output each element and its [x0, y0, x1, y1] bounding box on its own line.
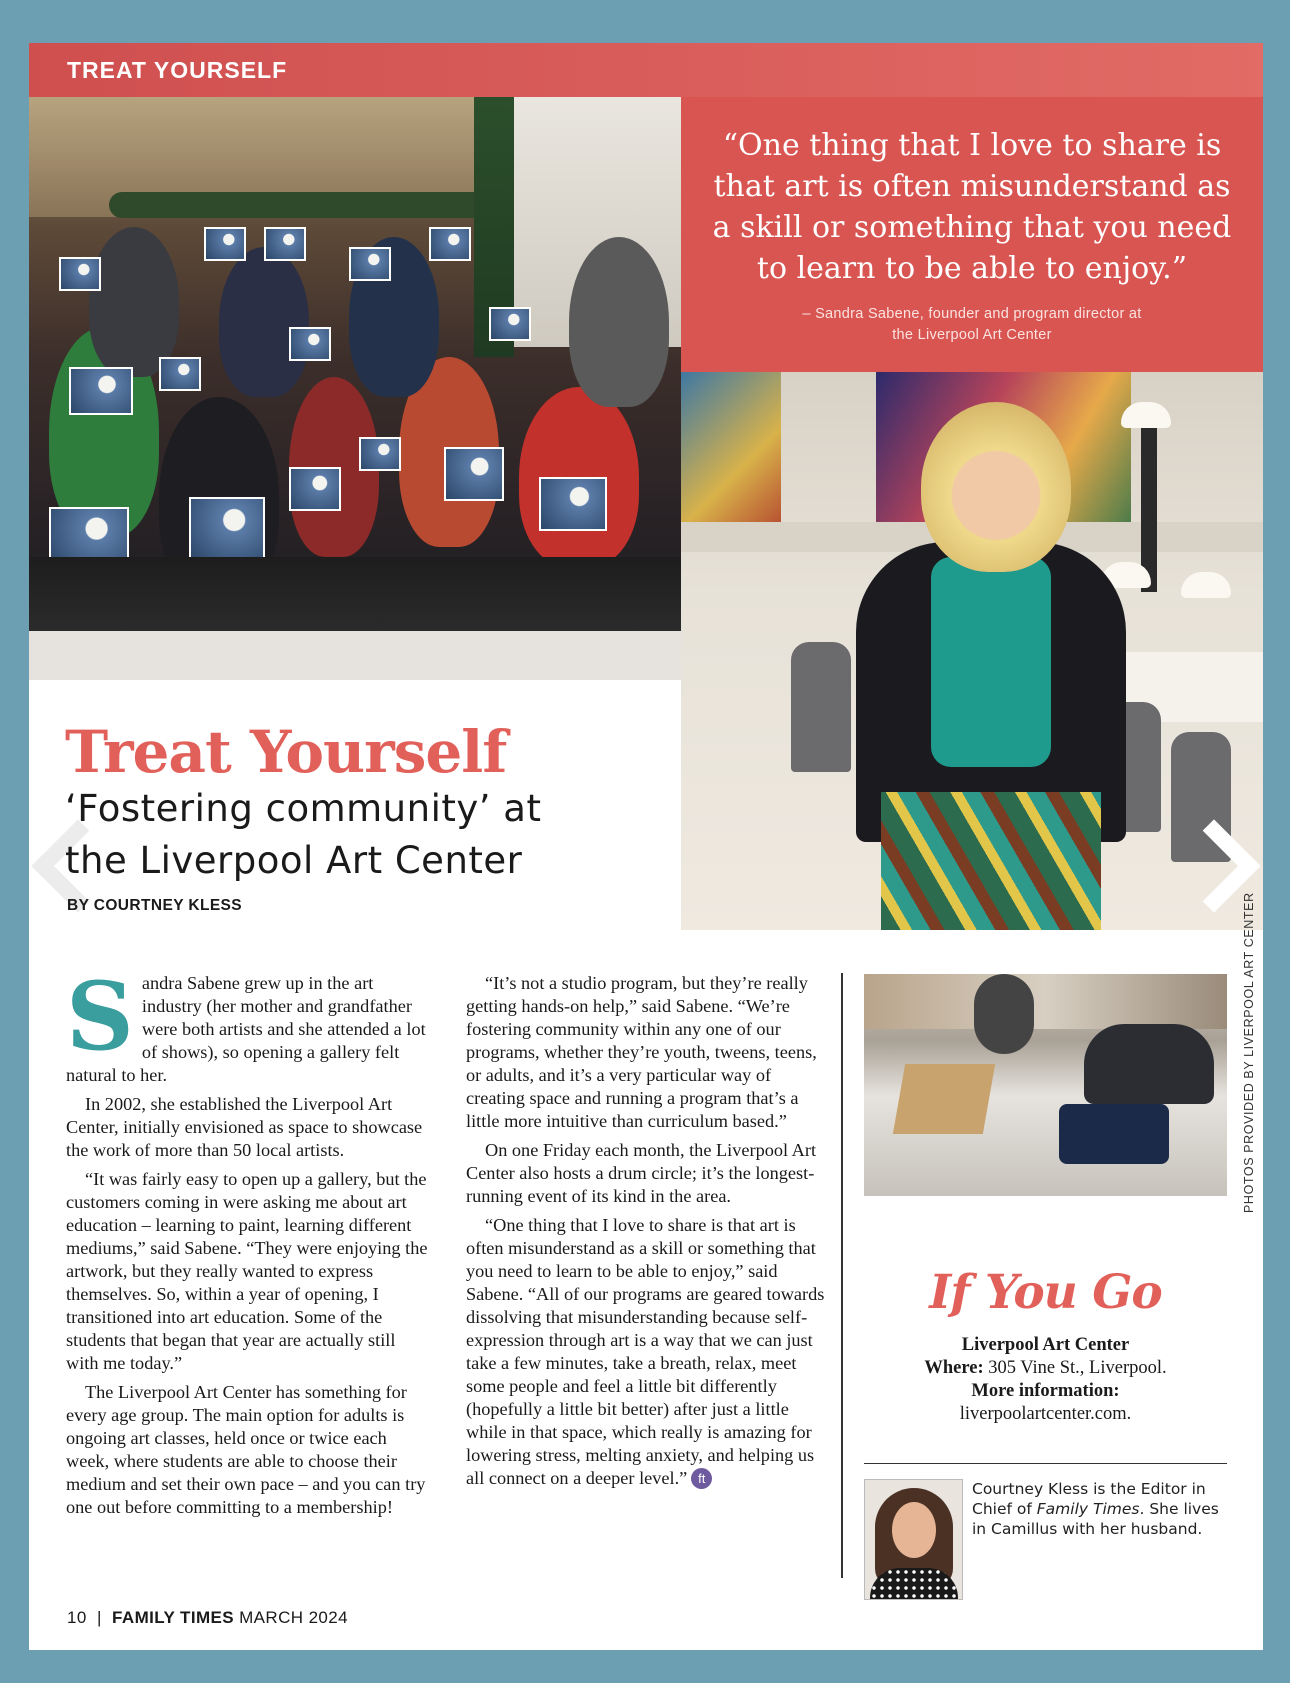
painting-canvas	[444, 447, 504, 501]
attribution-line2: the Liverpool Art Center	[892, 327, 1052, 343]
photo-woman-head	[921, 402, 1071, 572]
photo-wall-painting	[681, 372, 781, 532]
attribution-line1: – Sandra Sabene, founder and program director at	[802, 306, 1142, 322]
where-value: 305 Vine St., Liverpool.	[988, 1358, 1167, 1378]
more-info-label: More information:	[971, 1381, 1120, 1401]
article-column-1	[66, 962, 431, 1525]
photo-student	[974, 974, 1034, 1054]
painting-canvas	[429, 227, 471, 261]
sandra-sabene-portrait-photo	[681, 372, 1263, 930]
painting-canvas	[289, 327, 331, 361]
group-painting-class-photo	[29, 97, 681, 680]
photo-easel-box	[893, 1064, 995, 1134]
issue-date: MARCH 2024	[239, 1608, 348, 1627]
where-label: Where:	[924, 1358, 984, 1378]
subtitle-line1: ‘Fostering community’ at	[65, 787, 542, 830]
photo-garland	[109, 192, 489, 218]
art-class-photo	[864, 974, 1227, 1196]
footer-separator: |	[96, 1608, 102, 1627]
paragraph-text: “One thing that I love to share is that art is often misunderstand as a skill or something that you need to learn to be able to enjoy,” said Sabene. “All of our programs are geared towards dissolving that misunderstanding because self-expression through art is a way that we can just take a few minutes, take a breath, relax, meet some people and feel a little bit differently (hopefully a little bit better) after just a little while in that space, which really is amazing for lowering stress, melting anxiety, and helping us all connect on a deeper level.”	[466, 1215, 825, 1488]
article-paragraph: In 2002, she established the Liverpool Art Center, initially envisioned as space to showcase the work of more than 50 local artists.	[66, 1094, 423, 1160]
photo-credit: PHOTOS PROVIDED BY LIVERPOOL ART CENTER	[1242, 892, 1256, 1213]
section-header-bar	[29, 43, 1263, 97]
photo-woman-skirt	[881, 792, 1101, 930]
article-subtitle	[65, 783, 625, 887]
painting-canvas	[489, 307, 531, 341]
photo-person	[89, 227, 179, 377]
photo-chair	[791, 642, 851, 772]
subtitle-line2: the Liverpool Art Center	[65, 839, 523, 882]
article-paragraph	[66, 962, 431, 1087]
article-column-2	[466, 972, 831, 1496]
painting-canvas	[189, 497, 265, 561]
drop-cap: S	[66, 962, 134, 1072]
if-you-go-heading: If You Go	[929, 1265, 1162, 1320]
author-bio	[972, 1479, 1222, 1539]
article-paragraph	[466, 1214, 831, 1490]
paragraph-text: andra Sabene grew up in the art industry (her mother and grandfather were both artists and she attended a lot of shows), so opening a gallery felt natural to her.	[66, 973, 426, 1085]
venue-name: Liverpool Art Center	[961, 1335, 1130, 1355]
painting-canvas	[204, 227, 246, 261]
painting-canvas	[349, 247, 391, 281]
photo-wall-paintings	[864, 974, 1227, 1029]
website-link[interactable]: liverpoolartcenter.com.	[959, 1404, 1132, 1424]
photo-woman-top	[931, 557, 1051, 767]
painting-canvas	[69, 367, 133, 415]
painting-canvas	[159, 357, 201, 391]
author-headshot	[864, 1479, 963, 1600]
photo-student	[1084, 1024, 1214, 1104]
page-number: 10	[67, 1608, 87, 1627]
photo-table	[29, 557, 681, 680]
painting-canvas	[539, 477, 607, 531]
byline: BY COURTNEY KLESS	[67, 897, 243, 914]
article-paragraph: The Liverpool Art Center has something for every age group. The main option for adults is ongoing art classes, held once or twice each week, where students are able to choose their medium and set their own pace – and you can try one out before committing to a membership!	[66, 1382, 426, 1517]
painting-canvas	[59, 257, 101, 291]
section-label: TREAT YOURSELF	[67, 57, 288, 83]
headshot-shirt	[870, 1568, 958, 1600]
photo-person	[569, 237, 669, 407]
if-you-go-info	[864, 1334, 1227, 1426]
pull-quote-box	[681, 97, 1263, 372]
article-title: Treat Yourself	[65, 718, 507, 786]
photo-person	[219, 247, 309, 397]
article-paragraph: On one Friday each month, the Liverpool Art Center also hosts a drum circle; it’s the longest-running event of its kind in the area.	[466, 1140, 817, 1206]
photo-lamp-shade	[1121, 402, 1171, 428]
magazine-page	[29, 43, 1263, 1650]
bio-divider	[864, 1463, 1227, 1464]
photo-bag	[1059, 1104, 1169, 1164]
article-paragraph: “It’s not a studio program, but they’re really getting hands-on help,” said Sabene. “We’re fostering community within any one of our programs, whether they’re youth, tweens, teens, or adults, and it’s a very particular way of creating space and running a program that’s a little more intuitive than curriculum based.”	[466, 973, 817, 1131]
painting-canvas	[289, 467, 341, 511]
publication-name: FAMILY TIMES	[112, 1608, 234, 1627]
painting-canvas	[359, 437, 401, 471]
pull-quote-text: “One thing that I love to share is that art is often misunderstand as a skill or something that you need to learn to be able to enjoy.”	[712, 128, 1232, 286]
headshot-face	[892, 1502, 936, 1558]
pull-quote-attribution	[711, 304, 1233, 346]
article-paragraph: “It was fairly easy to open up a gallery, but the customers coming in were asking me about art education – learning to paint, learning different mediums,” said Sabene. “They were enjoying the artwork, but they really wanted to express themselves. So, within a year of opening, I transitioned into art education. Some of the students that began that year are actually still with me today.”	[66, 1169, 428, 1373]
bio-text: . She lives in Camillus with her husband.	[972, 1500, 1219, 1538]
photo-lamp-shade	[1181, 572, 1231, 598]
photo-floor-lamp	[1141, 412, 1157, 592]
page-footer	[67, 1608, 348, 1628]
column-divider	[841, 973, 843, 1578]
bio-publication: Family Times	[1036, 1500, 1140, 1518]
painting-canvas	[264, 227, 306, 261]
end-mark-badge: ft	[691, 1468, 712, 1489]
bio-text: Courtney Kless is the Editor in Chief of	[972, 1480, 1206, 1518]
